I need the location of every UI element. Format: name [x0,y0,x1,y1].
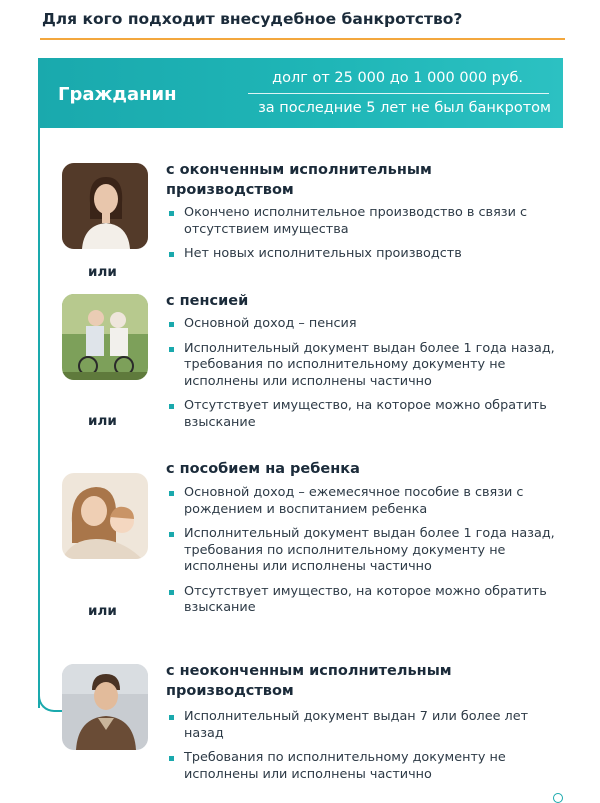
list-item: Исполнительный документ выдан более 1 года назад, требования по исполнительному документу не исполнены или исполнены частично [166,526,566,576]
case-items [166,485,566,625]
case-title: с неоконченным исполнительным производством [166,663,452,699]
case-title: с пособием на ребенка [166,461,360,477]
case-title: с пенсией [166,293,249,309]
case-items [166,709,566,791]
or-label: или [88,264,117,280]
timeline-end-curve [38,690,62,712]
elderly-couple-photo [62,294,148,380]
list-item: Отсутствует имущество, на которое можно обратить взыскание [166,584,566,617]
list-item: Исполнительный документ выдан более 1 года назад, требования по исполнительному документу не исполнены или исполнены частично [166,341,566,391]
list-item: Отсутствует имущество, на которое можно обратить взыскание [166,398,566,431]
title-underline [40,38,565,40]
list-item: Требования по исполнительному документу не исполнены или исполнены частично [166,750,566,783]
timeline-line [38,128,40,708]
mother-child-photo [62,473,148,559]
or-label: или [88,603,117,619]
case-title: с оконченным исполнительным производством [166,162,432,198]
case-items [166,316,566,439]
or-label: или [88,413,117,429]
banner-debt-condition: долг от 25 000 до 1 000 000 руб. [272,70,523,86]
young-woman-photo [62,163,148,249]
case-items [166,205,566,271]
banner-history-condition: за последние 5 лет не был банкротом [258,100,551,116]
banner-who: Гражданин [58,84,177,105]
list-item: Исполнительный документ выдан 7 или более лет назад [166,709,566,742]
young-man-photo [62,664,148,750]
citizen-banner [38,58,563,128]
list-item: Основной доход – ежемесячное пособие в связи с рождением и воспитанием ребенка [166,485,566,518]
page-title: Для кого подходит внесудебное банкротство? [42,10,463,28]
list-item: Окончено исполнительное производство в связи с отсутствием имущества [166,205,566,238]
list-item: Нет новых исполнительных производств [166,246,566,263]
list-item: Основной доход – пенсия [166,316,566,333]
decorative-dot [553,793,563,803]
banner-divider [248,93,549,94]
